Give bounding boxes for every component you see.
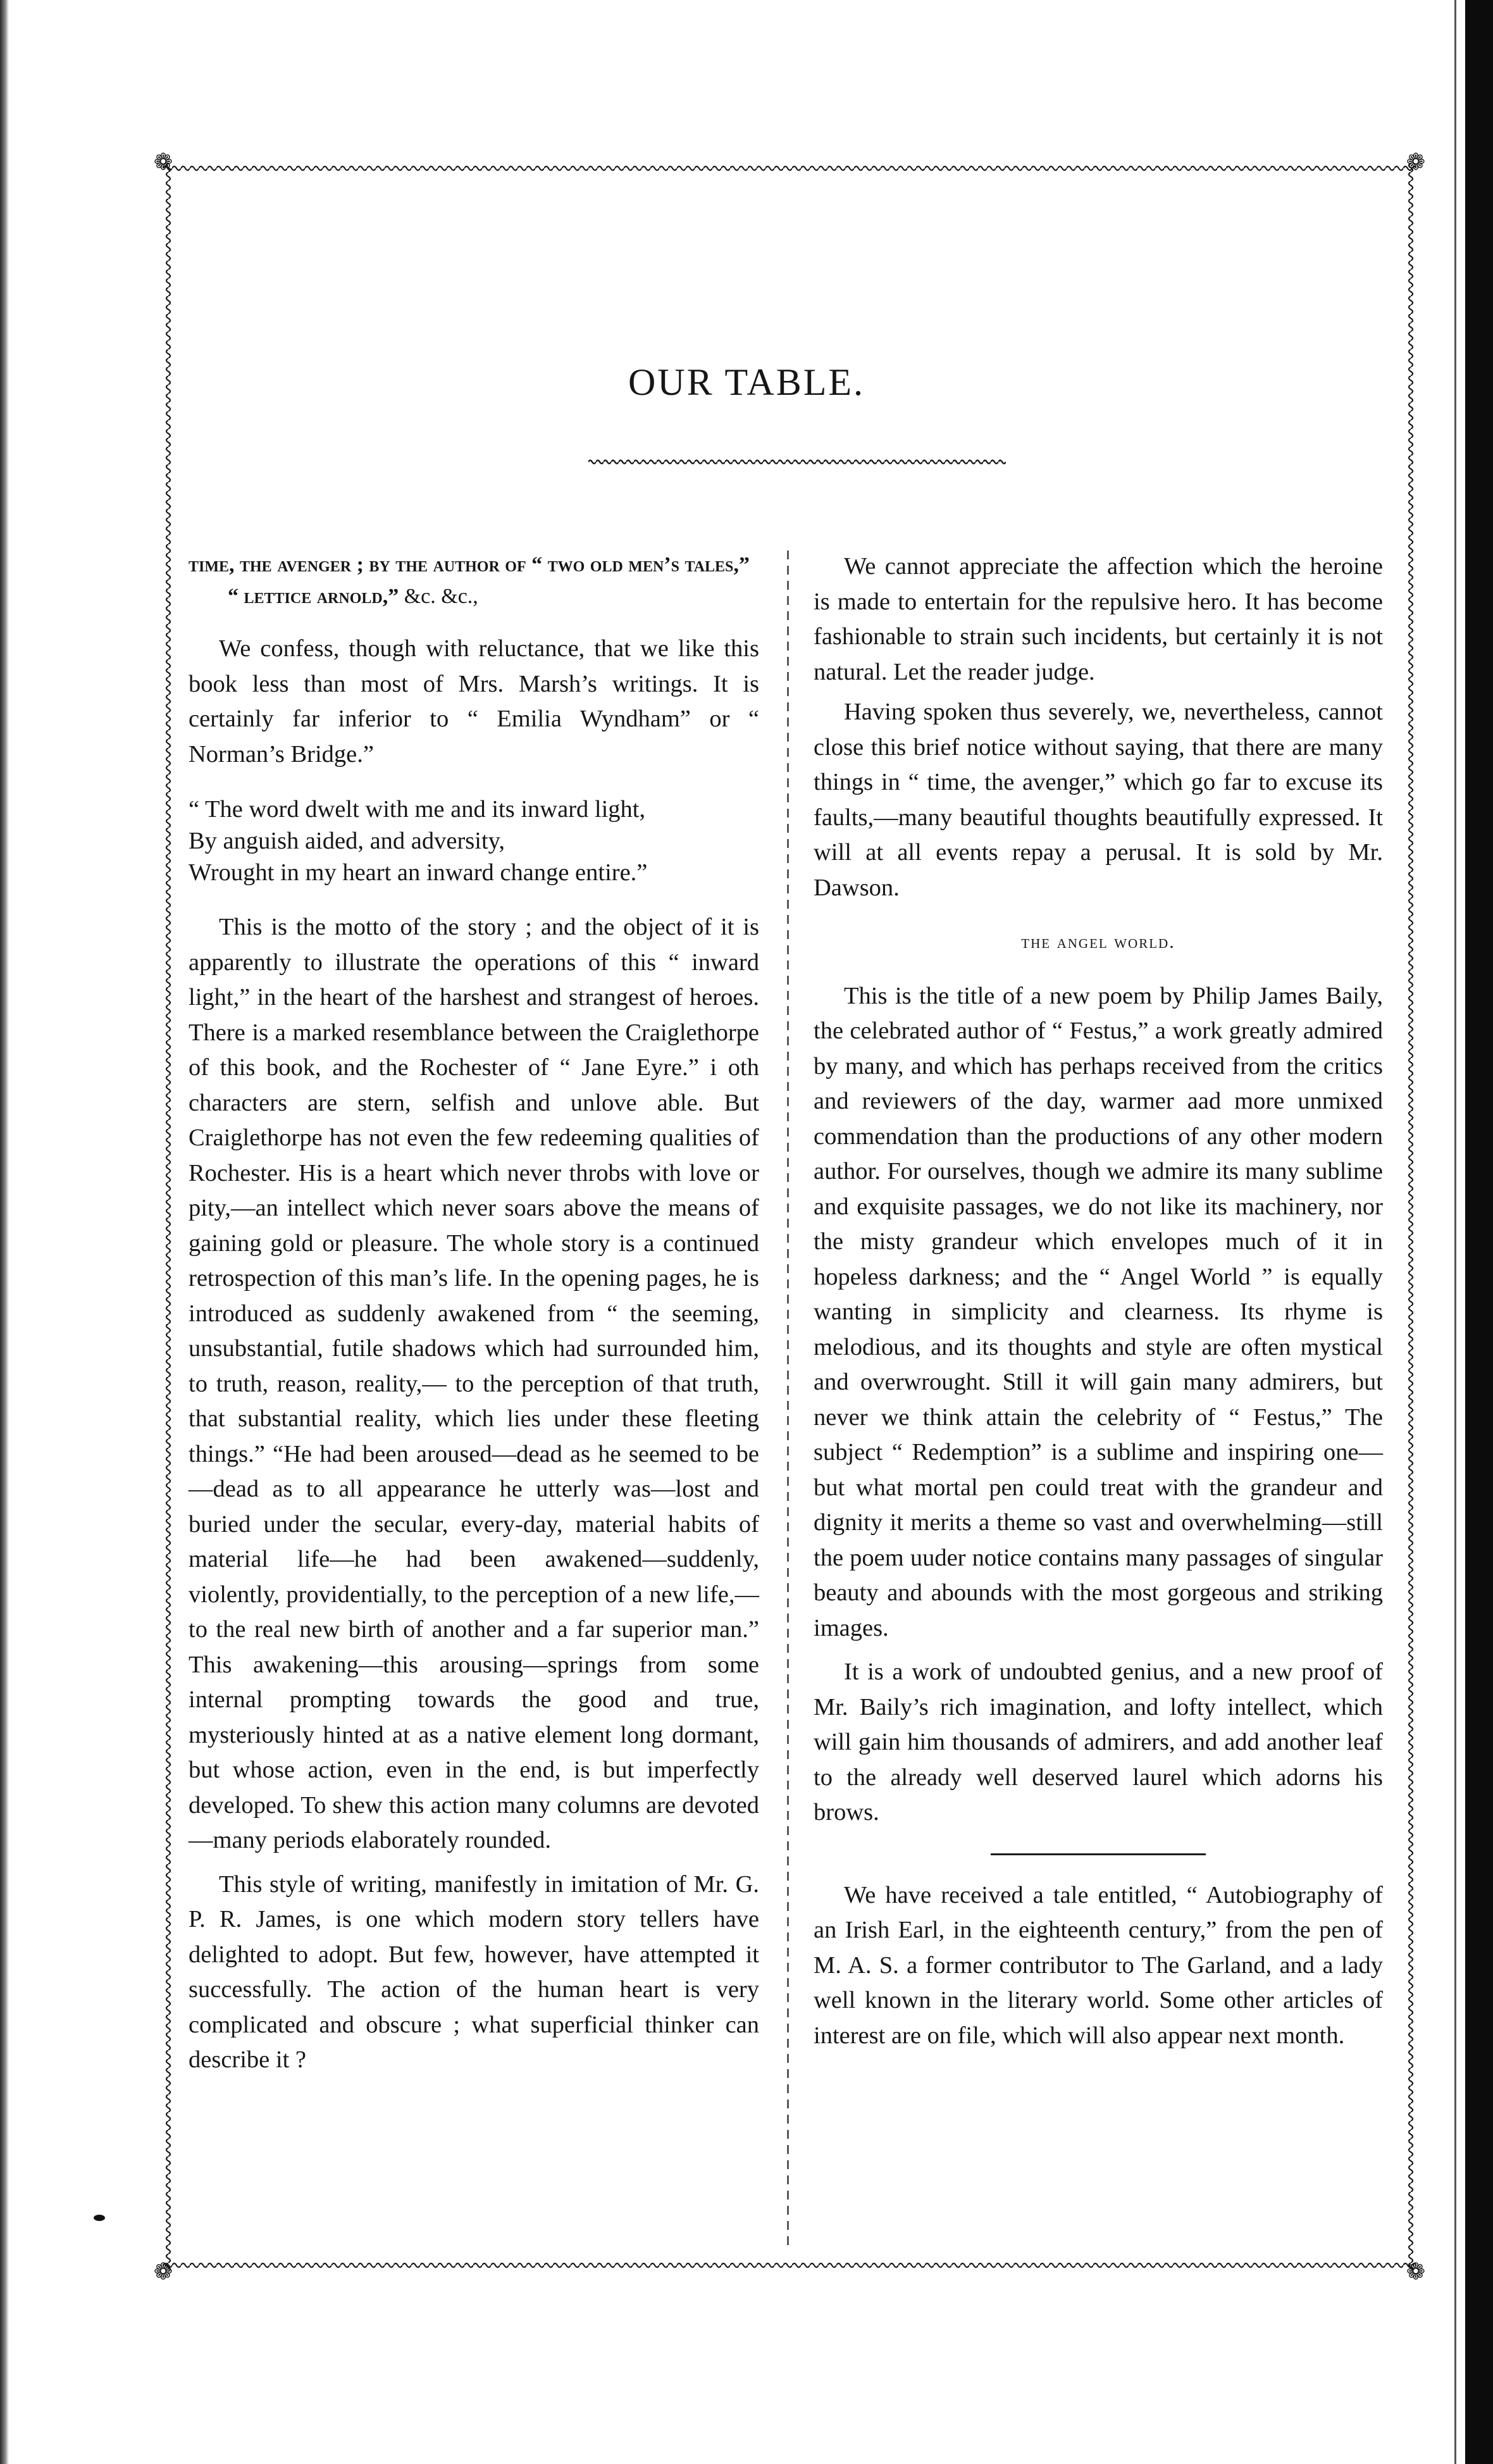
- review-heading-caps: time, the avenger ; by the author of “ two old men’s tales,” “ lettice arnold,”: [189, 553, 750, 608]
- column-divider: [787, 551, 789, 2246]
- page-title: OUR TABLE.: [628, 361, 865, 404]
- review-paragraph: This style of writing, manifestly in imitation of Mr. G. P. R. James, is one which modern story tellers have delighted to adopt. But few, however, have attempted it successfully. The action of the human heart is very complicated and obscure ; what superficial thinker can describe it ?: [189, 1870, 759, 2073]
- notice-paragraph: We have received a tale entitled, “ Autobiography of an Irish Earl, in the eighteenth century,” from the pen of M. A. S. a former contributor to The Garland, and a lady well known in the literary world. Some other articles of interest are on file, which will also appear next month.: [814, 1881, 1383, 2049]
- review-paragraph: This is the motto of the story ; and the object of it is apparently to illustrate the operations of this “ inward light,” in the heart of the harshest and strangest of heroes. There is a marked resemblance between the Craiglethorpe of this book, and the Rochester of “ Jane Eyre.” i oth characters are stern, selfish and unlove able. But Craiglethorpe has not even the few redeeming qualities of Rochester. His is a heart which never throbs with love or pity,—an intellect which never soars above the means of gaining gold or pleasure. The whole story is a continued retrospection of this man’s life. In the opening pages, he is introduced as suddenly awakened from “ the seeming, unsubstantial, futile shadows which had surrounded him, to truth, reason, reality,— to the perception of that truth, that substantial reality, which lies under these fleeting things.” “He had been aroused—dead as he seemed to be—dead as to all appearance he utterly was—lost and buried under the secular, every-day, material habits of material life—he had been awakened—suddenly, violently, providentially, to the perception of a new life,—to the real new birth of another and a far superior man.” This awakening—this arousing—springs from some internal prompting towards the good and true, mysteriously hinted at as a native element long dormant, but whose action, even in the end, is but imperfectly developed. To shew this action many columns are devoted—many periods elaborately rounded.: [189, 914, 759, 1853]
- border-left: [163, 163, 173, 2270]
- border-right: [1406, 163, 1416, 2270]
- verse-line: “ The word dwelt with me and its inward light,: [189, 796, 646, 823]
- section-rule: [991, 1853, 1206, 1855]
- border-top: [163, 163, 1416, 173]
- section-heading: the angel world.: [1021, 931, 1175, 952]
- corner-flower-icon: ❁: [1406, 2259, 1426, 2284]
- border-bottom: [163, 2260, 1416, 2270]
- review-paragraph: This is the title of a new poem by Philip James Baily, the celebrated author of “ Festus,” a work greatly admired by many, and which has perhaps received from the critics and reviewers of the day, warmer aad more unmixed commendation than the productions of any other modern author. For ourselves, though we admire its many sublime and exquisite passages, we do not like its machinery, nor the misty grandeur which envelopes much of it in hopeless darkness; and the “ Angel World ” is equally wanting in simplicity and clearness. Its rhyme is melodious, and its thoughts and style are often mystical and overwrought. Still it will gain many admirers, but never we think attain the celebrity of “ Festus,” The subject “ Redemption” is a sublime and inspiring one—but what mortal pen could treat with the grandeur and dignity it merits a theme so vast and overwhelming—still the poem uuder notice contains many passages of singular beauty and abounds with the most gorgeous and striking images.: [814, 982, 1383, 1641]
- left-column: [189, 549, 759, 2078]
- review-paragraph: We cannot appreciate the affection which the heroine is made to entertain for the repulsive hero. It has become fashionable to strain such incidents, but certainly it is not natural. Let the reader judge.: [814, 553, 1383, 685]
- motto-verse: [189, 793, 759, 888]
- review-heading-tail: &c. &c.,: [404, 585, 478, 608]
- title-wavy-rule: [588, 457, 1006, 467]
- margin-ink-mark: [94, 2215, 105, 2221]
- review-paragraph: It is a work of undoubted genius, and a new proof of Mr. Baily’s rich imagination, and lofty intellect, which will gain him thousands of admirers, and add another leaf to the already well deserved laurel which adorns his brows.: [814, 1658, 1383, 1826]
- corner-flower-icon: ❁: [153, 149, 173, 175]
- corner-flower-icon: ❁: [1406, 149, 1426, 175]
- right-column: [814, 549, 1383, 2053]
- corner-flower-icon: ❁: [153, 2259, 173, 2284]
- review-paragraph: Having spoken thus severely, we, nevertheless, cannot close this brief notice without saying, that there are many things in “ time, the avenger,” which go far to excuse its faults,—many beautiful thoughts beautifully expressed. It will at all events repay a perusal. It is sold by Mr. Dawson.: [814, 699, 1383, 901]
- verse-line: By anguish aided, and adversity,: [189, 828, 505, 854]
- verse-line: Wrought in my heart an inward change entire.”: [189, 859, 648, 886]
- review-paragraph: We confess, though with reluctance, that we like this book less than most of Mrs. Marsh’s writings. It is certainly far inferior to “ Emilia Wyndham” or “ Norman’s Bridge.”: [189, 635, 759, 768]
- review-heading: [189, 549, 759, 613]
